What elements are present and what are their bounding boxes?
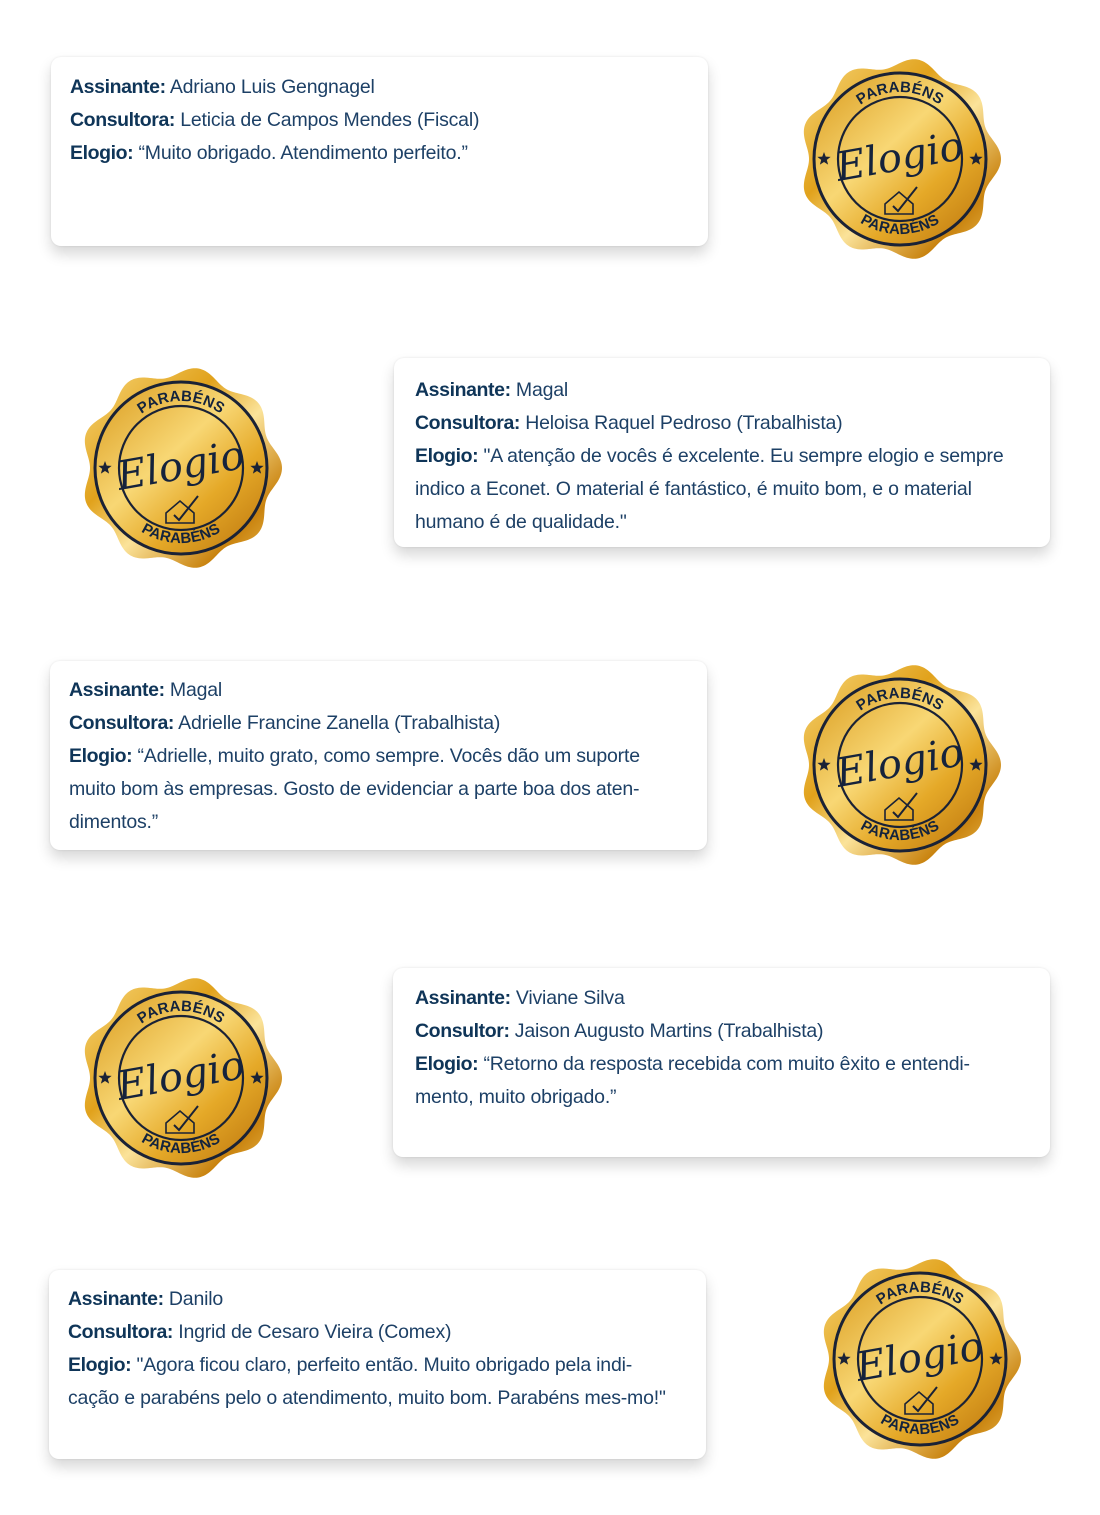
- consultant-name: Adrielle Francine Zanella (Trabalhista): [178, 712, 501, 734]
- svg-text:Elogio: Elogio: [113, 432, 248, 500]
- subscriber-line: [69, 674, 689, 707]
- testimonial-card: [393, 968, 1050, 1157]
- subscriber-line: [415, 374, 1036, 407]
- praise-line: [70, 137, 688, 170]
- praise-text: “Muito obrigado. Atendimento perfeito.”: [138, 142, 468, 164]
- praise-seal-icon: [795, 54, 1005, 264]
- svg-text:PARABÉNS: PARABÉNS: [138, 1130, 224, 1158]
- svg-text:PARABÉNS: PARABÉNS: [138, 520, 224, 548]
- subscriber-label: Assinante:: [70, 76, 166, 98]
- consultant-label: Consultor:: [415, 1020, 510, 1042]
- testimonial-card: [51, 57, 708, 246]
- subscriber-label: Assinante:: [69, 679, 165, 701]
- praise-text: “Adrielle, muito grato, como sempre. Vocês dão um suporte muito bom às empresas. Gosto de evidenciar a parte boa dos aten-dimentos.”: [69, 745, 640, 833]
- consultant-line: [68, 1316, 680, 1349]
- testimonial-card: [394, 358, 1050, 547]
- consultant-name: Ingrid de Cesaro Vieira (Comex): [178, 1321, 452, 1343]
- consultant-label: Consultora:: [68, 1321, 174, 1343]
- consultant-line: [70, 104, 688, 137]
- testimonial-card: [49, 1270, 706, 1459]
- subscriber-line: [68, 1283, 680, 1316]
- praise-label: Elogio:: [69, 745, 133, 767]
- subscriber-line: [70, 71, 688, 104]
- praise-label: Elogio:: [70, 142, 134, 164]
- svg-text:PARABÉNS: PARABÉNS: [134, 997, 228, 1028]
- praise-seal-icon: [795, 660, 1005, 870]
- consultant-line: [415, 407, 1036, 440]
- svg-text:PARABÉNS: PARABÉNS: [857, 211, 943, 239]
- subscriber-name: Danilo: [168, 1288, 224, 1310]
- subscriber-label: Assinante:: [68, 1288, 164, 1310]
- praise-line: [415, 1048, 1020, 1114]
- subscriber-line: [415, 982, 1020, 1015]
- praise-line: [68, 1349, 680, 1415]
- svg-text:PARABÉNS: PARABÉNS: [853, 684, 947, 715]
- svg-text:PARABÉNS: PARABÉNS: [873, 1278, 967, 1309]
- praise-text: "A atenção de vocês é excelente. Eu sempre elogio e sempre indico a Econet. O material é fantástico, é muito bom, e o material humano é de qualidade.": [415, 445, 1004, 533]
- praise-text: “Retorno da resposta recebida com muito êxito e entendi-mento, muito obrigado.”: [415, 1053, 970, 1108]
- subscriber-name: Magal: [515, 379, 569, 401]
- praise-line: [69, 740, 689, 839]
- praise-text: "Agora ficou claro, perfeito então. Muito obrigado pela indi-cação e parabéns pelo o atendimento, muito bom. Parabéns mes-mo!": [68, 1354, 666, 1409]
- praise-label: Elogio:: [415, 445, 479, 467]
- svg-text:PARABÉNS: PARABÉNS: [853, 78, 947, 109]
- subscriber-name: Magal: [169, 679, 223, 701]
- svg-text:PARABÉNS: PARABÉNS: [134, 387, 228, 418]
- subscriber-label: Assinante:: [415, 987, 511, 1009]
- svg-text:PARABÉNS: PARABÉNS: [877, 1411, 963, 1439]
- svg-text:Elogio: Elogio: [113, 1042, 248, 1110]
- praise-seal-icon: [815, 1254, 1025, 1464]
- consultant-line: [415, 1015, 1020, 1048]
- consultant-line: [69, 707, 689, 740]
- consultant-label: Consultora:: [70, 109, 176, 131]
- svg-text:Elogio: Elogio: [832, 729, 967, 797]
- praise-seal-icon: [76, 363, 286, 573]
- praise-label: Elogio:: [68, 1354, 132, 1376]
- consultant-label: Consultora:: [69, 712, 175, 734]
- subscriber-name: Adriano Luis Gengnagel: [169, 76, 375, 98]
- consultant-label: Consultora:: [415, 412, 521, 434]
- svg-text:Elogio: Elogio: [832, 123, 967, 191]
- praise-seal-icon: [76, 973, 286, 1183]
- subscriber-label: Assinante:: [415, 379, 511, 401]
- svg-text:Elogio: Elogio: [852, 1323, 987, 1391]
- praise-line: [415, 440, 1036, 539]
- consultant-name: Jaison Augusto Martins (Trabalhista): [514, 1020, 824, 1042]
- praise-label: Elogio:: [415, 1053, 479, 1075]
- consultant-name: Leticia de Campos Mendes (Fiscal): [180, 109, 480, 131]
- subscriber-name: Viviane Silva: [515, 987, 625, 1009]
- testimonial-card: [50, 661, 707, 850]
- svg-text:PARABÉNS: PARABÉNS: [857, 817, 943, 845]
- consultant-name: Heloisa Raquel Pedroso (Trabalhista): [525, 412, 843, 434]
